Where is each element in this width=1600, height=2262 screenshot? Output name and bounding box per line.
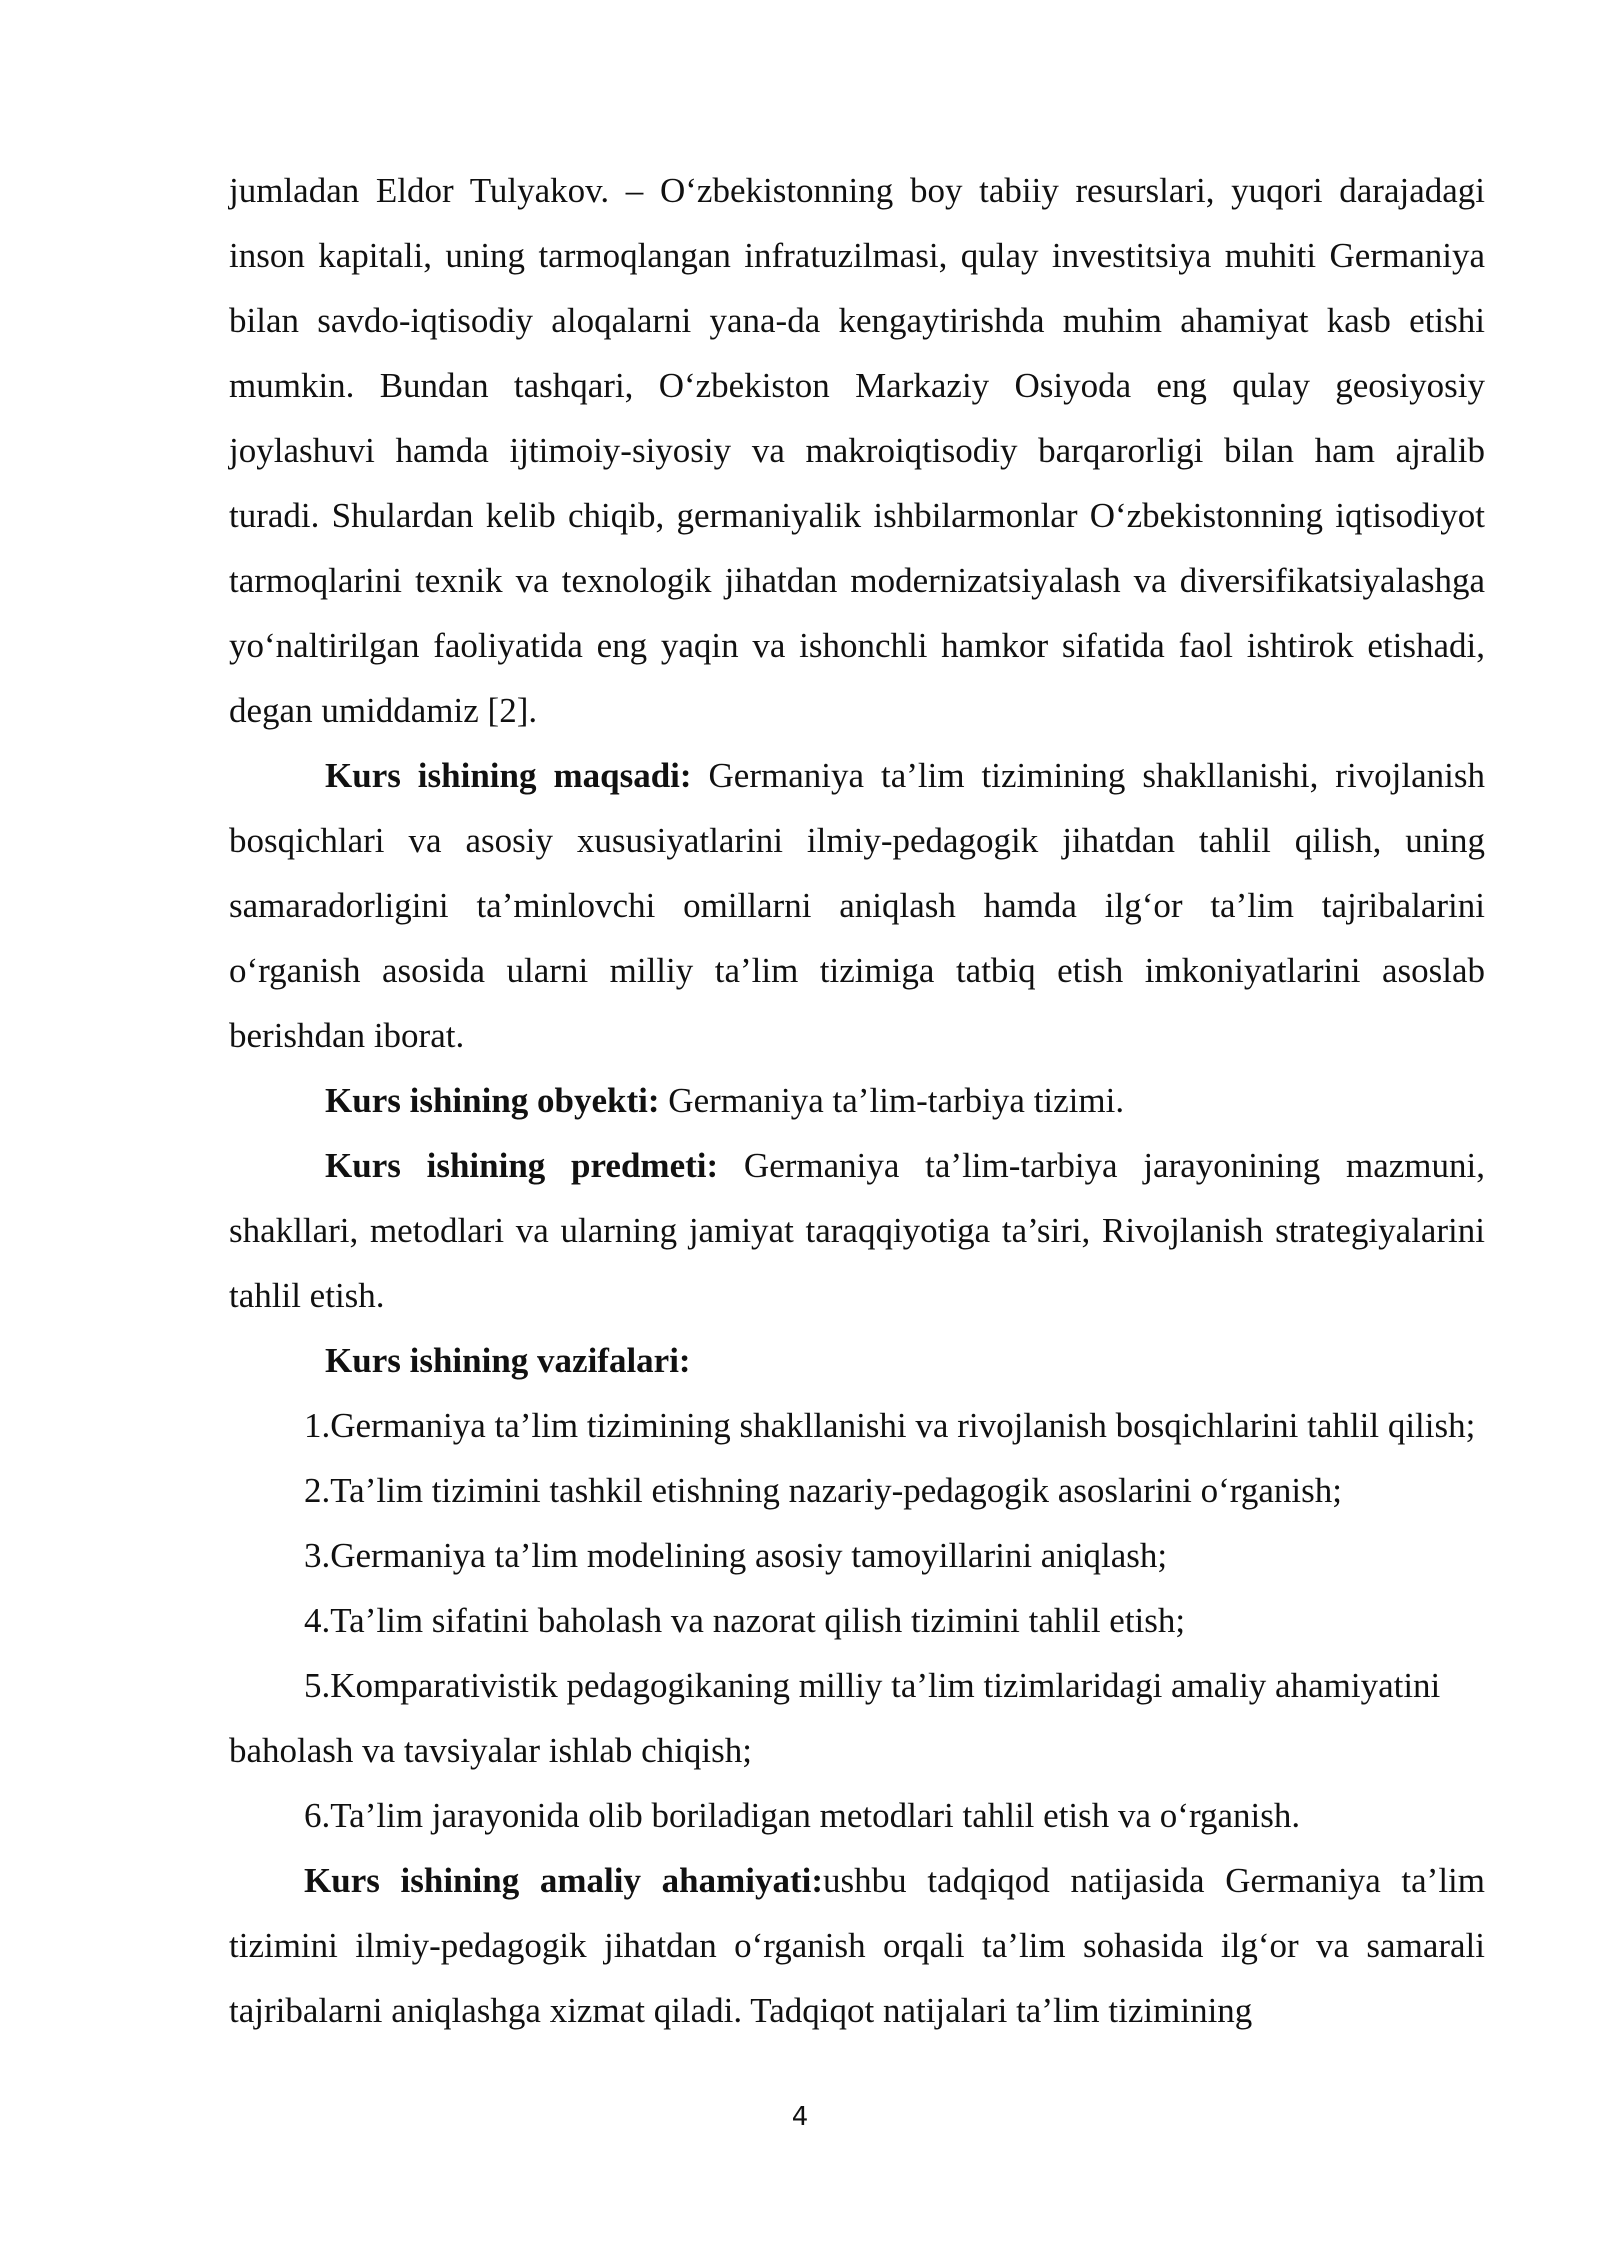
subject-text: Germaniya ta’lim-tarbiya jarayonining mazmuni, shakllari, metodlari va ularning jamiyat taraqqiyotiga ta’siri, Rivojlanish strategiyalarini tahlil etish. (229, 1146, 1485, 1315)
task-item-5: 5.Komparativistik pedagogikaning milliy ta’lim tizimlaridagi amaliy ahamiyatini baholash va tavsiyalar ishlab chiqish; (229, 1666, 1441, 1770)
object-text: Germaniya ta’lim-tarbiya tizimi. (659, 1081, 1125, 1120)
task-item-1: 1.Germaniya ta’lim tizimining shakllanishi va rivojlanish bosqichlarini tahlil qilish; (304, 1406, 1476, 1445)
task-item-2: 2.Ta’lim tizimini tashkil etishning nazariy-pedagogik asoslarini o‘rganish; (304, 1471, 1342, 1510)
goal-text: Germaniya ta’lim tizimining shakllanishi, rivojlanish bosqichlari va asosiy xususiyatlarini ilmiy-pedagogik jihatdan tahlil qilish, uning samaradorligini ta’minlovchi omillarni aniqlash hamda ilg‘or ta’lim tajribalarini o‘rganish asosida ularni milliy ta’lim tizimiga tatbiq etish imkoniyatlarini asoslab berishdan iborat. (229, 756, 1485, 1055)
practical-text: ushbu tadqiqod natijasida Germaniya ta’lim tizimini ilmiy-pedagogik jihatdan o‘rganish orqali ta’lim sohasida ilg‘or va samarali tajribalarni aniqlashga xizmat qiladi. Tadqiqot natijalari ta’lim tizimining (229, 1861, 1485, 2030)
practical-label: Kurs ishining amaliy ahamiyati: (304, 1861, 824, 1900)
subject-label: Kurs ishining predmeti: (325, 1146, 719, 1185)
task-item-4: 4.Ta’lim sifatini baholash va nazorat qilish tizimini tahlil etish; (304, 1601, 1186, 1640)
tasks-heading (229, 1328, 1485, 1393)
document-page (229, 158, 1485, 2043)
practical-paragraph (229, 1848, 1485, 2043)
task-item-6: 6.Ta’lim jarayonida olib boriladigan metodlari tahlil etish va o‘rganish. (304, 1796, 1301, 1835)
intro-paragraph: jumladan Eldor Tulyakov. – O‘zbekistonning boy tabiiy resurslari, yuqori darajadagi inson kapitali, uning tarmoqlangan infratuzilmasi, qulay investitsiya muhiti Germaniya bilan savdo-iqtisodiy aloqalarni yana-da kengaytirishda muhim ahamiyat kasb etishi mumkin. Bundan tashqari, O‘zbekiston Markaziy Osiyoda eng qulay geosiyosiy joylashuvi hamda ijtimoiy-siyosiy va makroiqtisodiy barqarorligi bilan ham ajralib turadi. Shulardan kelib chiqib, germaniyalik ishbilarmonlar O‘zbekistonning iqtisodiyot tarmoqlarini texnik va texnologik jihatdan modernizatsiyalash va diversifikatsiyalashga yo‘naltirilgan faoliyatida eng yaqin va ishonchli hamkor sifatida faol ishtirok etishadi, degan umiddamiz [2]. (229, 171, 1485, 730)
tasks-label: Kurs ishining vazifalari: (325, 1341, 691, 1380)
task-item-3: 3.Germaniya ta’lim modelining asosiy tamoyillarini aniqlash; (304, 1536, 1168, 1575)
object-paragraph (229, 1068, 1485, 1133)
goal-label: Kurs ishining maqsadi: (325, 756, 692, 795)
page-number: 4 (791, 2102, 809, 2132)
object-label: Kurs ishining obyekti: (325, 1081, 660, 1120)
goal-paragraph (229, 743, 1485, 1068)
subject-paragraph (229, 1133, 1485, 1328)
